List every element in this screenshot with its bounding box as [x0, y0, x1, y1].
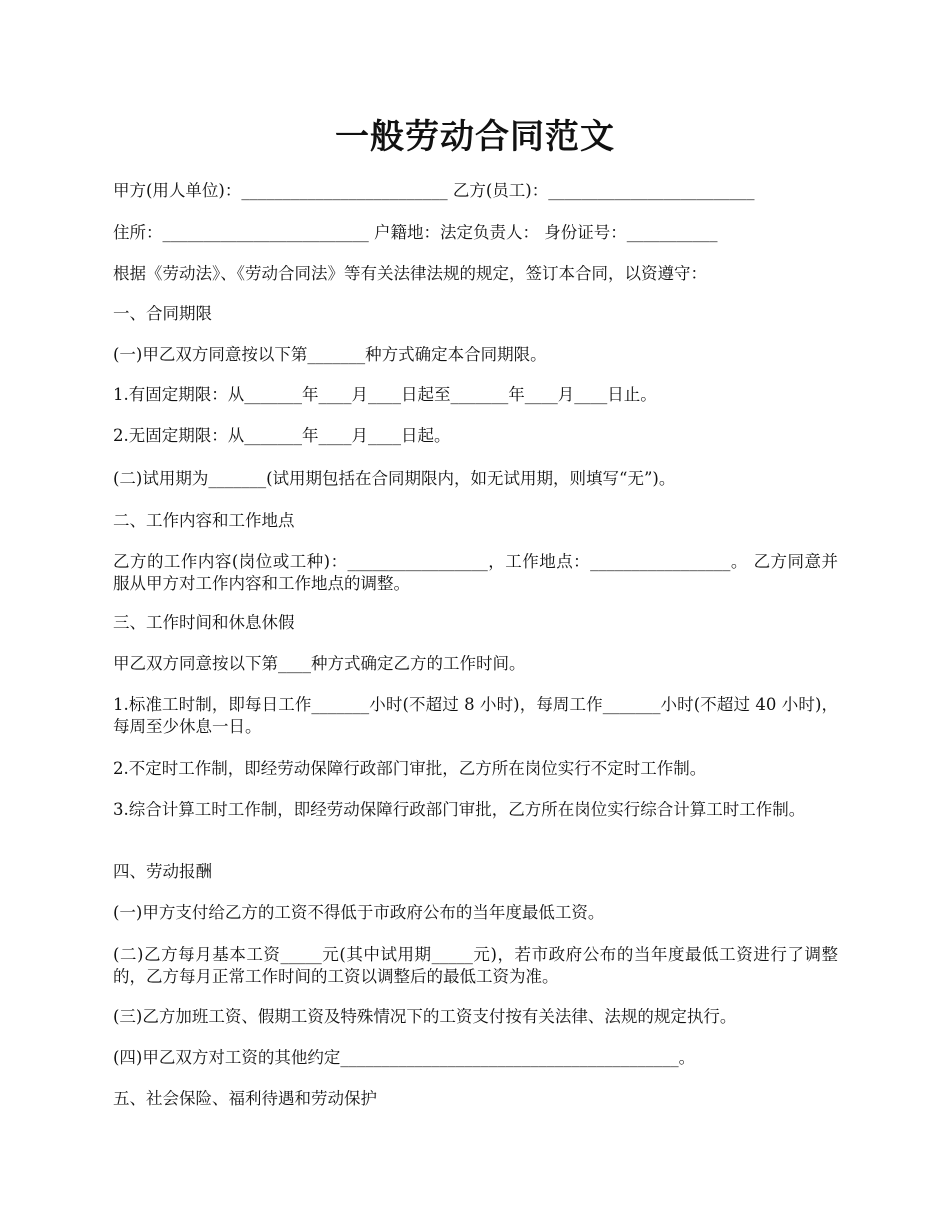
paragraph: (二)试用期为_______(试用期包括在合同期限内，如无试用期，则填写“无”)。: [113, 469, 676, 488]
party-line: 甲方(用人单位)：_________________________ 乙方(员工)：_________________________: [113, 181, 755, 200]
paragraph: 甲乙双方同意按以下第____种方式确定乙方的工作时间。: [113, 654, 526, 673]
paragraph: 2.无固定期限：从_______年____月____日起。: [113, 426, 451, 445]
document-title: 一般劳动合同范文: [335, 117, 615, 157]
paragraph: 2.不定时工作制，即经劳动保障行政部门审批，乙方所在岗位实行不定时工作制。: [113, 759, 707, 778]
paragraph: 3.综合计算工时工作制，即经劳动保障行政部门审批，乙方所在岗位实行综合计算工时工作制。: [113, 800, 806, 819]
section-heading: 五、社会保险、福利待遇和劳动保护: [113, 1089, 377, 1108]
paragraph: (一)甲方支付给乙方的工资不得低于市政府公布的当年度最低工资。: [113, 903, 605, 922]
paragraph: 乙方的工作内容(岗位或工种)：_________________，工作地点：_________________。 乙方同意并服从甲方对工作内容和工作地点的调整。: [113, 552, 838, 593]
section-heading: 三、工作时间和休息休假: [113, 613, 295, 632]
section-heading: 四、劳动报酬: [113, 862, 212, 881]
paragraph: (四)甲乙双方对工资的其他约定_________________________________________。: [113, 1048, 696, 1067]
paragraph: (一)甲乙双方同意按以下第_______种方式确定本合同期限。: [113, 345, 547, 364]
preamble: 根据《劳动法》、《劳动合同法》等有关法律法规的规定，签订本合同，以资遵守：: [113, 264, 707, 283]
paragraph: (二)乙方每月基本工资_____元(其中试用期_____元)，若市政府公布的当年度最低工资进行了调整的，乙方每月正常工作时间的工资以调整后的最低工资为准。: [113, 945, 838, 986]
section-heading: 二、工作内容和工作地点: [113, 511, 295, 530]
paragraph: 1.有固定期限：从_______年____月____日起至_______年____月____日止。: [113, 385, 657, 404]
address-line: 住所：_________________________ 户籍地：法定负责人： 身份证号：___________: [113, 223, 718, 242]
paragraph: (三)乙方加班工资、假期工资及特殊情况下的工资支付按有关法律、法规的规定执行。: [113, 1007, 737, 1026]
paragraph: 1.标准工时制，即每日工作_______小时(不超过 8 小时)，每周工作_______小时(不超过 40 小时)，每周至少休息一日。: [113, 695, 838, 736]
section-heading: 一、合同期限: [113, 304, 212, 323]
